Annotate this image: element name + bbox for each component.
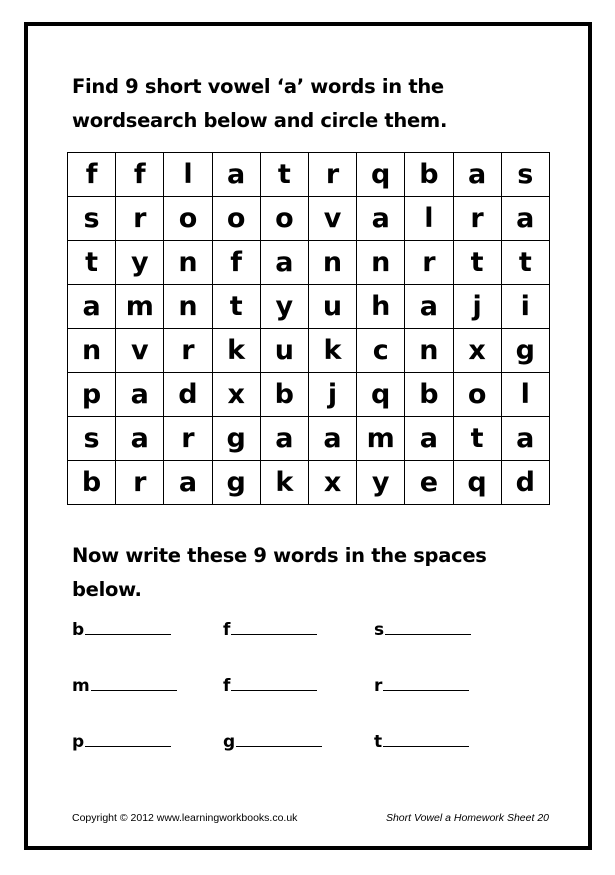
instruction-write-line1: Now write these 9 words in the spaces [72,544,487,567]
grid-cell[interactable]: x [212,373,260,417]
grid-cell[interactable]: a [260,417,308,461]
grid-cell[interactable]: t [501,241,549,285]
grid-cell[interactable]: h [357,285,405,329]
answer-line[interactable] [383,732,469,747]
grid-cell[interactable]: v [116,329,164,373]
grid-cell[interactable]: o [164,197,212,241]
instruction-find [72,70,447,138]
grid-row [68,153,550,197]
grid-cell[interactable]: t [212,285,260,329]
grid-cell[interactable]: b [405,153,453,197]
grid-cell[interactable]: a [308,417,356,461]
grid-cell[interactable]: f [116,153,164,197]
grid-row [68,241,550,285]
grid-cell[interactable]: r [116,197,164,241]
grid-row [68,329,550,373]
grid-cell[interactable]: n [308,241,356,285]
grid-cell[interactable]: b [260,373,308,417]
grid-cell[interactable]: m [116,285,164,329]
grid-cell[interactable]: g [212,461,260,505]
grid-cell[interactable]: r [164,329,212,373]
answer-line[interactable] [85,620,171,635]
grid-cell[interactable]: a [212,153,260,197]
grid-cell[interactable]: g [212,417,260,461]
answer-blank-4[interactable] [72,676,177,696]
grid-cell[interactable]: g [501,329,549,373]
instruction-write-line2: below. [72,578,142,601]
grid-cell[interactable]: y [116,241,164,285]
grid-cell[interactable]: j [308,373,356,417]
grid-cell[interactable]: t [453,241,501,285]
grid-cell[interactable]: s [68,197,116,241]
grid-cell[interactable]: r [116,461,164,505]
grid-row [68,417,550,461]
grid-cell[interactable]: f [212,241,260,285]
answer-blank-6[interactable] [374,676,469,696]
grid-cell[interactable]: n [405,329,453,373]
answer-letter: b [72,620,85,640]
grid-cell[interactable]: f [68,153,116,197]
grid-cell[interactable]: t [68,241,116,285]
answer-blank-8[interactable] [223,732,322,752]
grid-cell[interactable]: a [405,417,453,461]
grid-cell[interactable]: r [453,197,501,241]
grid-cell[interactable]: a [116,373,164,417]
answer-letter: f [223,620,231,640]
grid-cell[interactable]: k [308,329,356,373]
instruction-write [72,539,487,607]
answer-blank-3[interactable] [374,620,471,640]
answer-letter: g [223,732,236,752]
copyright-text: Copyright © 2012 www.learningworkbooks.co.uk [72,812,298,824]
grid-cell[interactable]: q [357,373,405,417]
grid-cell[interactable]: l [405,197,453,241]
answer-blank-5[interactable] [223,676,317,696]
answer-blank-7[interactable] [72,732,171,752]
grid-cell[interactable]: y [260,285,308,329]
grid-cell[interactable]: a [453,153,501,197]
answer-letter: r [374,676,383,696]
answer-line[interactable] [231,676,317,691]
grid-cell[interactable]: p [68,373,116,417]
grid-cell[interactable]: k [212,329,260,373]
answer-line[interactable] [231,620,317,635]
grid-cell[interactable]: y [357,461,405,505]
grid-cell[interactable]: q [357,153,405,197]
answer-line[interactable] [383,676,469,691]
grid-cell[interactable]: a [405,285,453,329]
grid-cell[interactable]: n [164,285,212,329]
grid-cell[interactable]: a [116,417,164,461]
answer-line[interactable] [236,732,322,747]
grid-cell[interactable]: a [68,285,116,329]
grid-cell[interactable]: l [501,373,549,417]
grid-cell[interactable]: x [308,461,356,505]
grid-cell[interactable]: b [68,461,116,505]
answer-letter: p [72,732,85,752]
grid-cell[interactable]: b [405,373,453,417]
answer-letter: t [374,732,383,752]
grid-cell[interactable]: r [308,153,356,197]
grid-cell[interactable]: t [453,417,501,461]
answer-letter: s [374,620,385,640]
grid-cell[interactable]: c [357,329,405,373]
answer-blank-9[interactable] [374,732,469,752]
instruction-find-line2: wordsearch below and circle them. [72,109,448,132]
grid-cell[interactable]: m [357,417,405,461]
grid-cell[interactable]: l [164,153,212,197]
grid-cell[interactable]: a [164,461,212,505]
answer-blank-1[interactable] [72,620,171,640]
grid-cell[interactable]: u [260,329,308,373]
grid-cell[interactable]: r [405,241,453,285]
grid-row [68,285,550,329]
grid-cell[interactable]: a [357,197,405,241]
grid-cell[interactable]: a [501,197,549,241]
grid-cell[interactable]: k [260,461,308,505]
grid-cell[interactable]: d [501,461,549,505]
grid-cell[interactable]: d [164,373,212,417]
grid-row [68,197,550,241]
grid-cell[interactable]: a [260,241,308,285]
grid-cell[interactable]: e [405,461,453,505]
grid-cell[interactable]: t [260,153,308,197]
grid-cell[interactable]: x [453,329,501,373]
grid-cell[interactable]: o [260,197,308,241]
grid-cell[interactable]: i [501,285,549,329]
answer-letter: f [223,676,231,696]
instruction-find-line1: Find 9 short vowel ‘a’ words in the [72,75,444,98]
grid-cell[interactable]: s [501,153,549,197]
answer-line[interactable] [385,620,471,635]
grid-row [68,461,550,505]
grid-cell[interactable]: n [68,329,116,373]
sheet-title: Short Vowel a Homework Sheet 20 [385,812,549,824]
grid-cell[interactable]: j [453,285,501,329]
wordsearch-grid [67,152,550,505]
grid-cell[interactable]: u [308,285,356,329]
answer-blank-2[interactable] [223,620,317,640]
grid-cell[interactable]: o [212,197,260,241]
answer-line[interactable] [85,732,171,747]
grid-cell[interactable]: q [453,461,501,505]
grid-cell[interactable]: o [453,373,501,417]
grid-cell[interactable]: r [164,417,212,461]
grid-cell[interactable]: a [501,417,549,461]
answer-letter: m [72,676,90,696]
grid-cell[interactable]: n [164,241,212,285]
grid-row [68,373,550,417]
grid-cell[interactable]: n [357,241,405,285]
grid-cell[interactable]: v [308,197,356,241]
answer-line[interactable] [91,676,177,691]
grid-cell[interactable]: s [68,417,116,461]
